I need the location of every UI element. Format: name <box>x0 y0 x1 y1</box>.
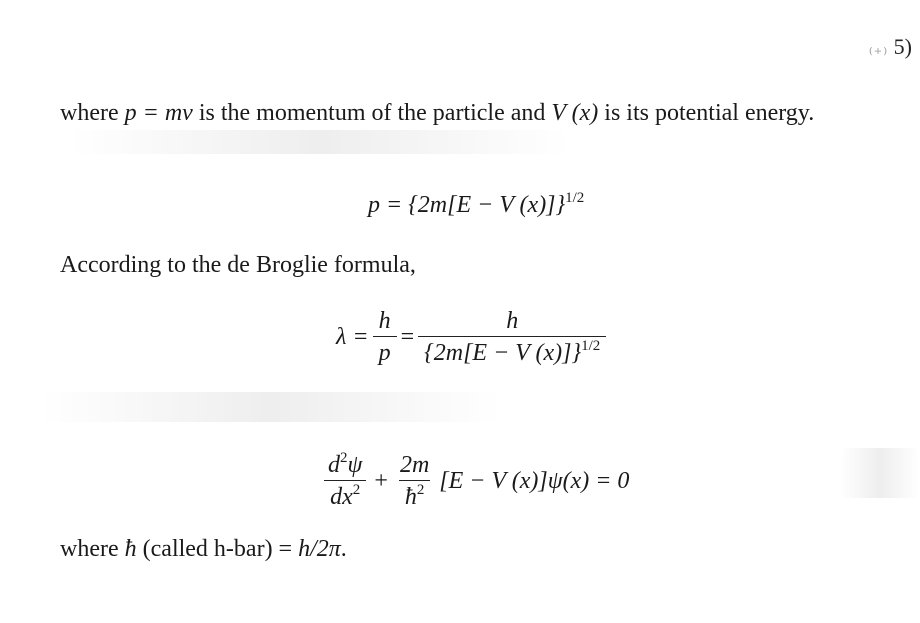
fraction-numerator: h <box>506 308 519 334</box>
plus-sign: + <box>374 467 388 494</box>
numerator-exponent: 2 <box>340 450 348 466</box>
fraction-2m-over-hbar-squared <box>394 452 435 511</box>
momentum-definition: p = mv <box>124 100 193 126</box>
denominator-dx: dx <box>330 484 353 511</box>
fraction-denominator: p <box>373 336 397 366</box>
equation-remainder: [E − V (x)]ψ(x) = 0 <box>439 467 630 494</box>
equation-number <box>869 34 912 60</box>
paragraph-text: where <box>60 100 125 126</box>
denominator-exponent: 2 <box>352 482 361 499</box>
equation-expression: p = {2m[E − V (x)]} <box>368 192 566 218</box>
paragraph-text: According to the de Broglie formula, <box>60 252 416 278</box>
hbar-symbol: ħ <box>124 536 137 562</box>
fraction-second-derivative <box>322 452 368 511</box>
denominator-exponent: 1/2 <box>581 338 601 355</box>
scan-smudge <box>840 448 920 498</box>
lambda-symbol: λ = <box>336 323 369 350</box>
equals-sign: = <box>400 323 415 350</box>
fraction-numerator: 2m <box>399 452 430 478</box>
fraction-denominator <box>324 480 366 510</box>
fraction-denominator <box>418 336 606 366</box>
scan-smudge <box>40 392 500 422</box>
paragraph-text: is the momentum of the particle and <box>192 100 552 126</box>
hbar-definition: h/2π <box>298 536 341 562</box>
paragraph-text: . <box>340 536 347 562</box>
paragraph-de-broglie <box>60 252 416 279</box>
paragraph-text: is its potential energy. <box>598 100 815 126</box>
denominator-exponent: 2 <box>416 482 425 499</box>
paragraph-hbar <box>60 536 347 563</box>
equation-number-faded: ₍₊₎ <box>868 41 889 58</box>
numerator-d: d <box>328 452 340 478</box>
paragraph-text: (called h-bar) = <box>136 536 299 562</box>
numerator-psi: ψ <box>347 452 363 478</box>
equation-exponent: 1/2 <box>565 190 585 206</box>
fraction-h-over-momentum <box>418 308 606 367</box>
equation-number-label: 5) <box>893 34 912 59</box>
paragraph-momentum <box>60 100 814 127</box>
scan-smudge <box>70 130 570 154</box>
denominator-expression: {2m[E − V (x)]} <box>424 340 582 367</box>
fraction-numerator <box>322 452 368 480</box>
fraction-h-over-p <box>373 308 397 367</box>
paragraph-text: where <box>60 536 125 562</box>
fraction-numerator: h <box>378 308 391 334</box>
equation-wavelength <box>336 308 610 367</box>
potential-symbol: V (x) <box>551 100 599 126</box>
equation-schrodinger <box>318 452 629 511</box>
fraction-denominator <box>399 480 431 510</box>
equation-momentum <box>368 192 584 219</box>
denominator-hbar: ħ <box>404 484 417 511</box>
